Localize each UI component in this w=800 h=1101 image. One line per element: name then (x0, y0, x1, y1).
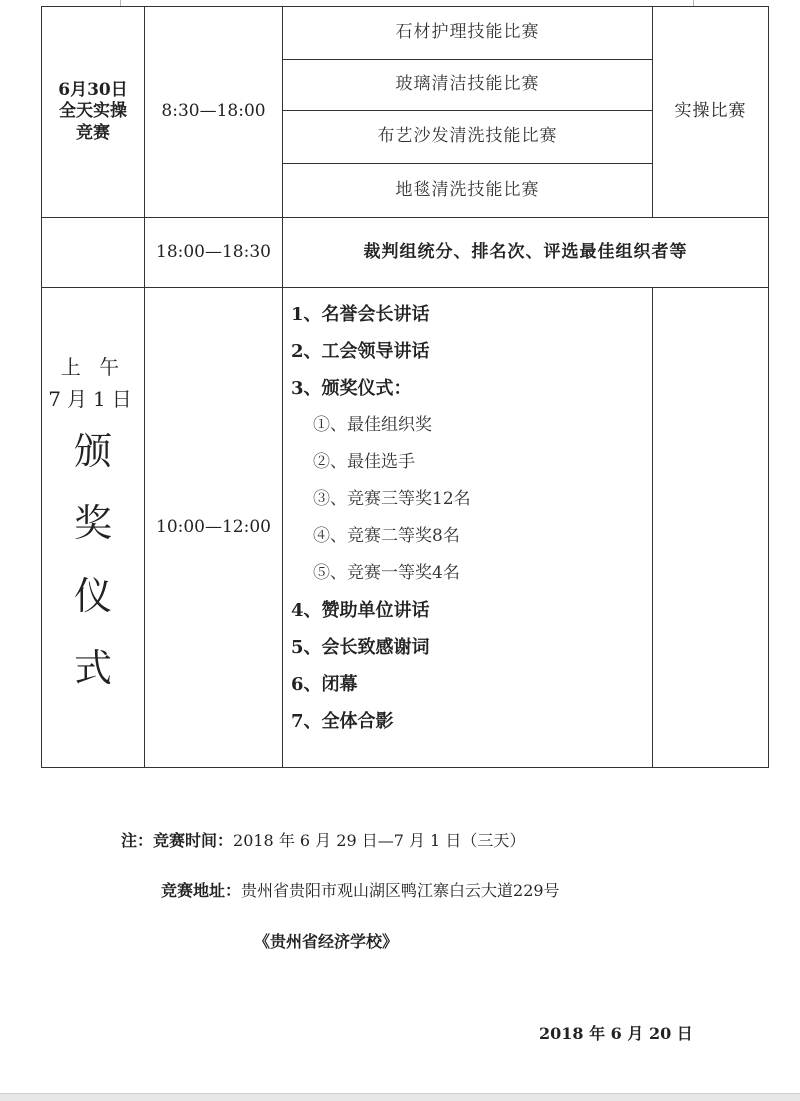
ceremony-time: 10:00—12:00 (145, 288, 283, 768)
program-subitem: ⑤、竞赛一等奖4名 (313, 563, 460, 583)
program-subitem: ④、竞赛二等奖8名 (313, 526, 460, 546)
place-value: 贵州省贵阳市观山湖区鸭江寨白云大道229号 (241, 881, 560, 900)
competition-time-note (121, 828, 525, 851)
program-subitem: ③、竞赛三等奖12名 (313, 489, 471, 509)
program-subitem: ②、最佳选手 (313, 452, 415, 472)
ceremony-program (283, 288, 653, 768)
ceremony-empty-cell (653, 288, 769, 768)
day1-label-line: 6月30日 (58, 80, 128, 101)
ceremony-title-char: 式 (73, 645, 112, 690)
ceremony-title-char: 奖 (73, 501, 112, 546)
day1-label-line: 全天实操 (59, 101, 127, 122)
time-label: 注：竞赛时间： (121, 831, 234, 850)
ceremony-title-char: 颁 (73, 429, 112, 474)
schedule-table (41, 6, 769, 768)
venue-name (254, 929, 398, 952)
place-label: 竞赛地址： (161, 881, 242, 900)
program-item: 2、工会领导讲话 (291, 341, 430, 362)
program-item: 6、闭幕 (291, 674, 358, 695)
day1-time: 8:30—18:00 (145, 7, 283, 218)
event-stone-care: 石材护理技能比赛 (283, 7, 653, 60)
document-date (539, 1021, 693, 1044)
ceremony-label-line: 上 午 (60, 355, 126, 380)
venue-text: 《贵州省经济学校》 (254, 932, 399, 951)
program-item: 4、赞助单位讲话 (291, 600, 430, 621)
program-subitem: ①、最佳组织奖 (313, 415, 432, 435)
program-item: 7、全体合影 (291, 711, 394, 732)
event-carpet-cleaning: 地毯清洗技能比赛 (283, 164, 653, 218)
day1-label-line: 竞赛 (76, 122, 110, 143)
event-type: 实操比赛 (653, 7, 769, 218)
program-item: 3、颁奖仪式： (291, 378, 412, 399)
ceremony-label-line: 7月1日 (48, 387, 138, 412)
summary-time: 18:00—18:30 (145, 218, 283, 288)
program-item: 1、名誉会长讲话 (291, 304, 430, 325)
scoring-summary: 裁判组统分、排名次、评选最佳组织者等 (283, 218, 769, 288)
day1-label-cell (42, 7, 145, 218)
ceremony-label-cell (42, 288, 145, 768)
date-text: 2018 年 6 月 20 日 (539, 1024, 693, 1043)
competition-place-note (161, 878, 560, 901)
program-item: 5、会长致感谢词 (291, 637, 430, 658)
time-value: 2018 年 6 月 29 日—7 月 1 日（三天） (233, 831, 526, 850)
event-sofa-cleaning: 布艺沙发清洗技能比赛 (283, 111, 653, 164)
event-glass-cleaning: 玻璃清洁技能比赛 (283, 60, 653, 111)
day1-empty-cell (42, 218, 145, 288)
ceremony-title-char: 仪 (73, 573, 112, 618)
